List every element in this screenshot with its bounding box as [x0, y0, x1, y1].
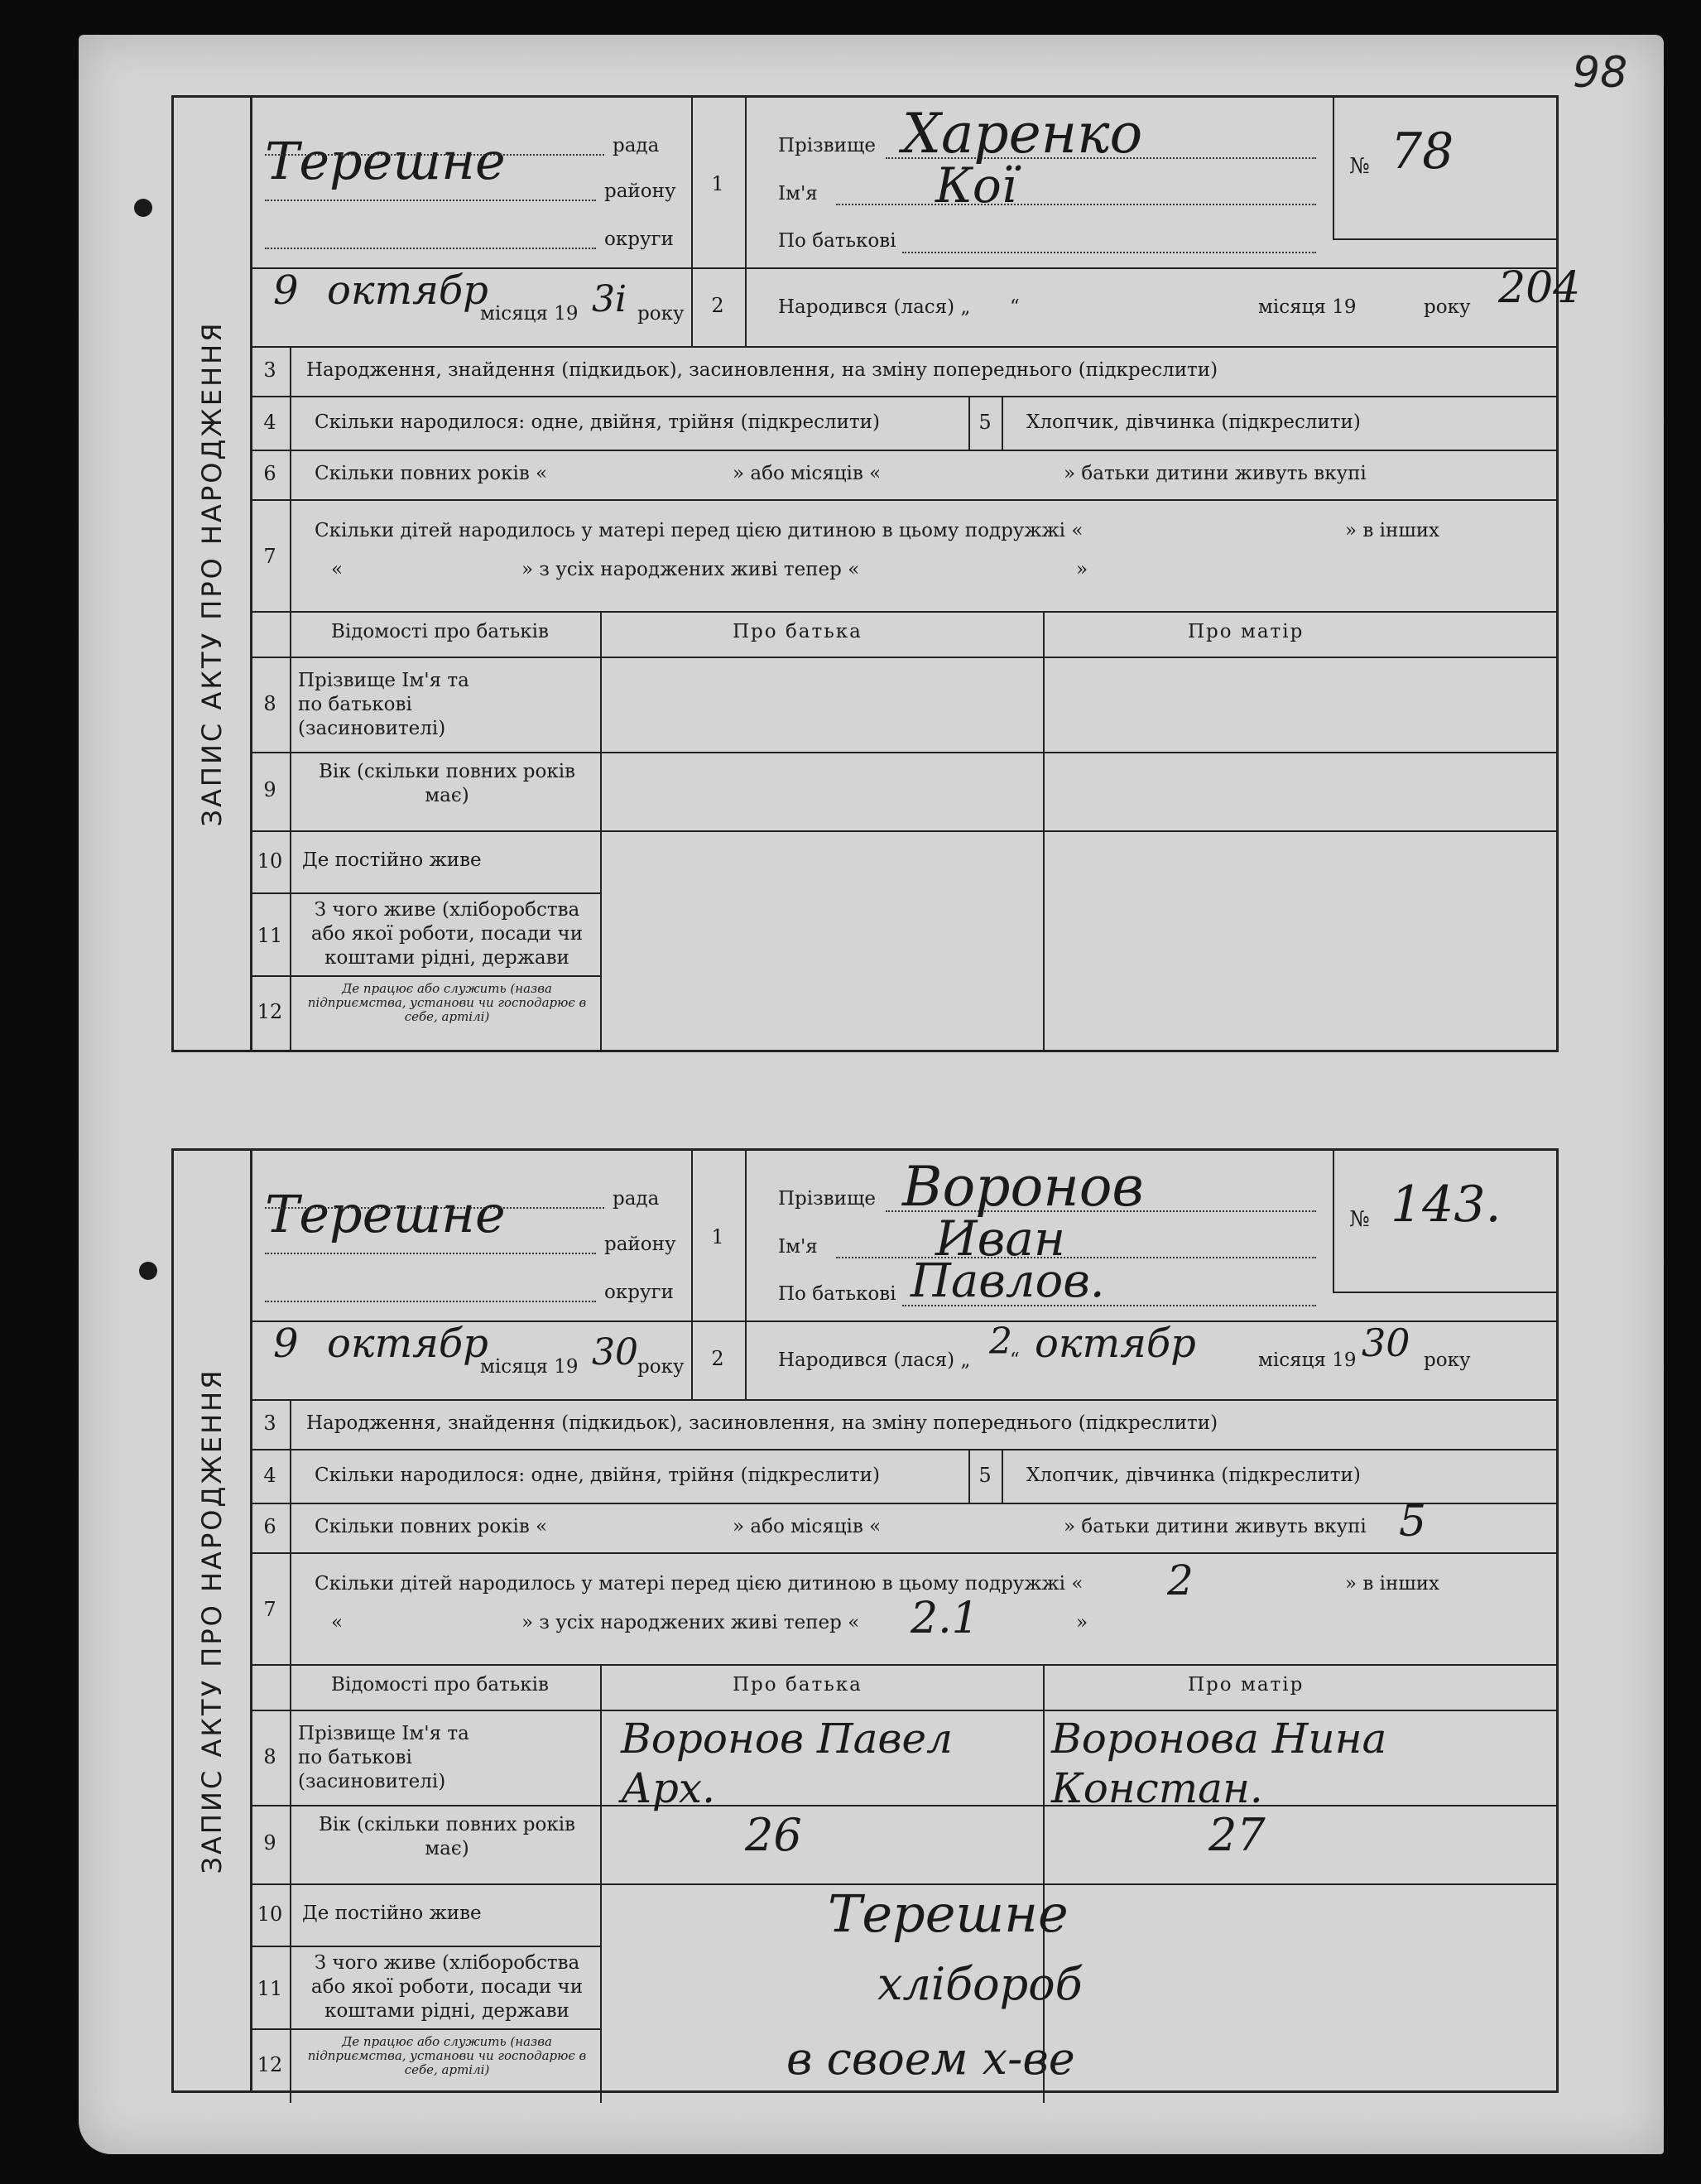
rule-line: [1002, 396, 1003, 450]
row7-val-marriage: 2: [1167, 1556, 1194, 1604]
header-mother: Про матір: [1188, 621, 1305, 642]
rule-line: [250, 1664, 1556, 1666]
number-label: №: [1349, 1207, 1370, 1232]
surname-value: Воронов: [902, 1155, 1144, 1219]
okrug-label: округи: [604, 229, 674, 250]
vertical-title: ЗАПИС АКТУ ПРО НАРОДЖЕННЯ: [174, 1151, 252, 2090]
reg-day: 9: [273, 267, 299, 314]
header-father: Про батька: [733, 1674, 863, 1696]
patronymic-label: По батькові: [778, 230, 896, 252]
born-label: Народився (лася) „: [778, 1349, 971, 1371]
row7-val-alive: 2.1: [911, 1594, 979, 1643]
row-number: 2: [711, 294, 724, 317]
rule-line: [1333, 1292, 1556, 1293]
rule-line: [250, 752, 1556, 753]
r8-label: Прізвище Ім'я та по батькові (засиновителі): [298, 670, 469, 739]
born-year: 30: [1362, 1321, 1410, 1365]
birth-record-form-2: [171, 1148, 1559, 2093]
raion-label: району: [604, 180, 676, 202]
r10-value: Терешне: [828, 1883, 1069, 1944]
row-number: 3: [263, 358, 276, 382]
r11-value: хлібороб: [877, 1958, 1083, 2010]
row4-text: Скільки народилося: одне, двійня, трійня (підкреслити): [315, 1465, 880, 1486]
rule-line: [250, 611, 1556, 613]
row-number: 11: [257, 1977, 283, 2000]
page-number: 98: [1573, 48, 1628, 98]
row-number: 9: [263, 1831, 276, 1854]
row-number: 8: [263, 1745, 276, 1768]
row7-line1-a: Скільки дітей народилось у матері перед цією дитиною в цьому подружжі «: [315, 520, 1084, 541]
r8-mother: Воронова Нина Констан.: [1051, 1715, 1387, 1812]
born-month-label: місяця 19: [1258, 296, 1357, 318]
row-number: 10: [257, 849, 283, 873]
born-year-label: року: [1424, 296, 1471, 318]
header-mother: Про матір: [1188, 1674, 1305, 1696]
row6-text-b: » або місяців «: [733, 463, 882, 484]
row7-line2-a: «: [331, 559, 344, 580]
rule-line: [250, 1449, 1556, 1450]
name-value: Кої: [935, 157, 1017, 214]
r9-label: Вік (скільки повних років має): [319, 1814, 575, 1859]
born-year-label: року: [1424, 1349, 1471, 1371]
r8-label: Прізвище Ім'я та по батькові (засиновителі): [298, 1723, 469, 1792]
row7-line2-b: » з усіх народжених живі тепер «: [521, 559, 860, 580]
rule-line: [1333, 1151, 1334, 1292]
header-info: Відомості про батьків: [331, 621, 549, 642]
raion-label: району: [604, 1234, 676, 1255]
reg-year-label: року: [637, 303, 685, 325]
dotted-fill-line: [265, 154, 604, 156]
r10-label: Де постійно живе: [302, 1903, 482, 1924]
row7-line1-a: Скільки дітей народилось у матері перед цією дитиною в цьому подружжі «: [315, 1573, 1084, 1595]
name-label: Ім'я: [778, 1236, 818, 1258]
row-number: 12: [257, 2053, 283, 2076]
birth-record-form-1: [171, 95, 1581, 1052]
reg-month-label: місяця 19: [480, 303, 579, 325]
row4-text: Скільки народилося: одне, двійня, трійня (підкреслити): [315, 411, 880, 433]
rule-line: [1333, 238, 1556, 240]
born-sep: “: [1010, 1349, 1020, 1371]
header-father: Про батька: [733, 621, 863, 642]
row7-line2-c: »: [1076, 1612, 1088, 1633]
rule-line: [250, 1710, 1556, 1711]
r12-label: Де працює або служить (назва підприємства, установи чи господарює в себе, артілі): [307, 981, 587, 1024]
row6-text-c: » батьки дитини живуть вкупі: [1064, 1516, 1367, 1537]
row3-text: Народження, знайдення (підкидьок), засиновлення, на зміну попереднього (підкреслити): [306, 359, 1218, 381]
name-label: Ім'я: [778, 183, 818, 204]
rule-line: [745, 1151, 747, 1399]
r8-father: Воронов Павел Арх.: [621, 1715, 953, 1812]
row6-text-a: Скільки повних років «: [315, 463, 548, 484]
row6-text-c: » батьки дитини живуть вкупі: [1064, 463, 1367, 484]
r9-label: Вік (скільки повних років має): [319, 761, 575, 806]
rule-line: [1002, 1449, 1003, 1503]
reg-year-label: року: [637, 1356, 685, 1378]
rule-line: [691, 1151, 693, 1399]
name-value: Иван: [935, 1210, 1066, 1267]
punch-hole: [134, 199, 152, 217]
row7-line2-a: «: [331, 1612, 344, 1633]
row7-line2-c: »: [1076, 559, 1088, 580]
reg-day: 9: [273, 1321, 299, 1367]
row5-text: Хлопчик, дівчинка (підкреслити): [1026, 411, 1361, 433]
born-label: Народився (лася) „: [778, 296, 971, 318]
rule-line: [290, 1399, 291, 2103]
rule-line: [250, 450, 1556, 451]
row-number: 9: [263, 778, 276, 801]
patronymic-value: Павлов.: [911, 1254, 1105, 1308]
row-number: 5: [978, 411, 992, 434]
row-number: 6: [263, 1515, 276, 1538]
born-sep: “: [1010, 296, 1020, 318]
rule-line: [250, 1399, 1556, 1401]
rule-line: [250, 346, 1556, 348]
rule-line: [250, 396, 1556, 397]
row-number: 3: [263, 1412, 276, 1435]
number-label: №: [1349, 154, 1370, 179]
row-number: 8: [263, 692, 276, 715]
rule-line: [250, 1503, 1556, 1504]
rule-line: [745, 98, 747, 346]
reg-year: 30: [592, 1331, 638, 1373]
dotted-fill-line: [902, 252, 1316, 253]
rule-line: [250, 2028, 600, 2030]
row-number: 7: [263, 545, 276, 568]
reg-year: 3і: [592, 278, 627, 320]
row5-text: Хлопчик, дівчинка (підкреслити): [1026, 1465, 1361, 1486]
born-day: 2: [989, 1321, 1012, 1363]
vertical-title: ЗАПИС АКТУ ПРО НАРОДЖЕННЯ: [174, 98, 252, 1050]
record-number: 78: [1391, 123, 1454, 180]
row6-value: 5: [1399, 1497, 1427, 1547]
surname-value: Харенко: [902, 102, 1143, 166]
margin-note: 204: [1498, 263, 1581, 313]
dotted-fill-line: [836, 204, 1316, 205]
r11-label: З чого живе (хліборобства або якої роботи, посади чи коштами рідні, держави: [310, 899, 584, 969]
rule-line: [250, 1946, 600, 1947]
row7-line1-b: » в інших: [1345, 1573, 1440, 1595]
row-number: 1: [711, 1225, 724, 1248]
dotted-fill-line: [265, 1301, 596, 1302]
surname-label: Прізвище: [778, 135, 876, 156]
dotted-fill-line: [265, 1253, 596, 1254]
row6-text-b: » або місяців «: [733, 1516, 882, 1537]
patronymic-label: По батькові: [778, 1283, 896, 1305]
surname-label: Прізвище: [778, 1188, 876, 1210]
dotted-fill-line: [265, 200, 596, 201]
rule-line: [250, 1552, 1556, 1554]
handwritten-place: Терешне: [265, 1184, 506, 1244]
okrug-label: округи: [604, 1282, 674, 1303]
row6-text-a: Скільки повних років «: [315, 1516, 548, 1537]
header-info: Відомості про батьків: [331, 1674, 549, 1696]
row-number: 12: [257, 1000, 283, 1023]
rule-line: [250, 657, 1556, 658]
row-number: 2: [711, 1347, 724, 1370]
born-month-label: місяця 19: [1258, 1349, 1357, 1371]
rada-label: рада: [613, 1188, 660, 1210]
reg-month-label: місяця 19: [480, 1356, 579, 1378]
r11-label: З чого живе (хліборобства або якої роботи, посади чи коштами рідні, держави: [310, 1952, 584, 2022]
row7-line2-b: » з усіх народжених живі тепер «: [521, 1612, 860, 1633]
rule-line: [250, 830, 1556, 832]
row-number: 10: [257, 1903, 283, 1926]
rule-line: [1333, 98, 1334, 238]
born-month: октябр: [1035, 1321, 1196, 1367]
punch-hole: [139, 1262, 157, 1280]
row7-line1-b: » в інших: [1345, 520, 1440, 541]
dotted-fill-line: [265, 248, 596, 249]
row3-text: Народження, знайдення (підкидьок), засиновлення, на зміну попереднього (підкреслити): [306, 1412, 1218, 1434]
row-number: 1: [711, 172, 724, 195]
row-number: 6: [263, 462, 276, 485]
rule-line: [250, 499, 1556, 501]
rada-label: рада: [613, 135, 660, 156]
row-number: 11: [257, 924, 283, 947]
dotted-fill-line: [265, 1207, 604, 1209]
rule-line: [250, 892, 600, 894]
r12-value: в своем х-ве: [786, 2032, 1075, 2085]
r9-mother: 27: [1208, 1809, 1266, 1861]
r12-label: Де працює або служить (назва підприємства, установи чи господарює в себе, артілі): [307, 2034, 587, 2077]
reg-month: октябр: [327, 1321, 488, 1367]
row-number: 4: [263, 1464, 276, 1487]
reg-month: октябр: [327, 267, 488, 314]
r10-label: Де постійно живе: [302, 849, 482, 871]
handwritten-place: Терешне: [265, 131, 506, 191]
row-number: 7: [263, 1598, 276, 1621]
r9-father: 26: [745, 1809, 802, 1861]
rule-line: [290, 346, 291, 1050]
rule-line: [691, 98, 693, 346]
row-number: 4: [263, 411, 276, 434]
record-number: 143.: [1391, 1176, 1502, 1234]
row-number: 5: [978, 1464, 992, 1487]
rule-line: [250, 975, 600, 977]
